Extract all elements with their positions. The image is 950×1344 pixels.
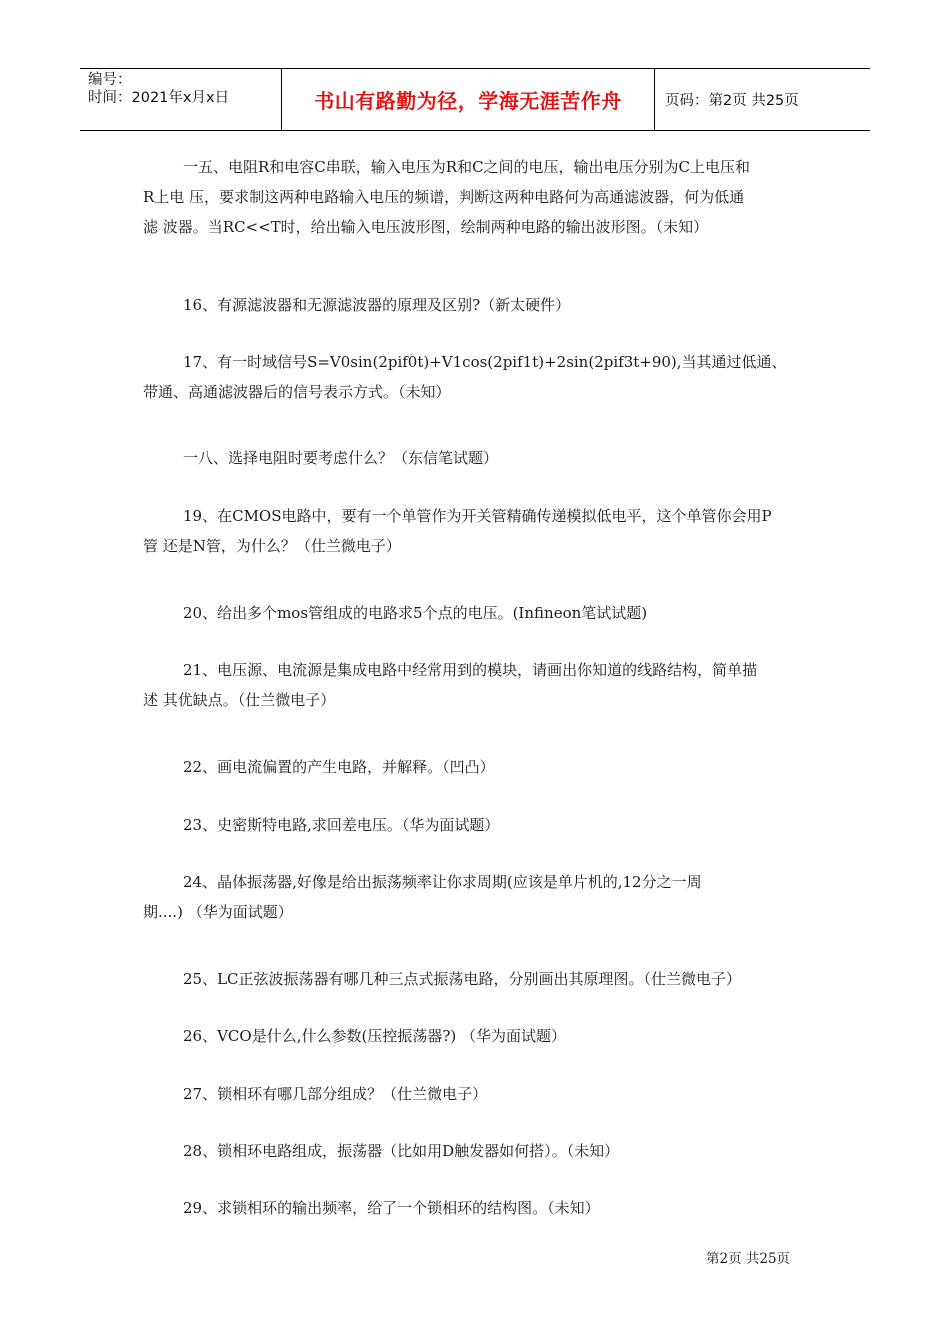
header-page-cell [655,69,870,130]
question-line: 带通、高通滤波器后的信号表示方式。（未知） [143,383,451,401]
question-line: 20、给出多个mos管组成的电路求5个点的电压。(Infineon笔试试题) [183,604,648,622]
document-header [80,68,870,131]
question-line: 26、VCO是什么,什么参数(压控振荡器?) （华为面试题） [183,1027,566,1045]
page-footer: 第2页 共25页 [706,1251,791,1267]
question-line: 滤 波器。当RC<<T时，给出输入电压波形图，绘制两种电路的输出波形图。（未知） [143,218,709,236]
question-25 [143,964,823,994]
question-line: 29、求锁相环的输出频率，给了一个锁相环的结构图。（未知） [183,1199,600,1217]
question-line: 23、史密斯特电路,求回差电压。（华为面试题） [183,816,500,834]
question-27 [143,1079,823,1109]
question-28 [143,1136,823,1166]
question-line: R上电 压，要求制这两种电路输入电压的频谱，判断这两种电路何为高通滤波器，何为低通 [143,188,745,206]
question-line: 一五、电阻R和电容C串联，输入电压为R和C之间的电压，输出电压分别为C上电压和 [183,158,751,176]
question-line: 21、电压源、电流源是集成电路中经常用到的模块，请画出你知道的线路结构，简单描 [183,661,758,679]
question-line: 16、有源滤波器和无源滤波器的原理及区别?（新太硬件） [183,296,571,314]
document-number-label: 编号： [88,72,132,88]
question-line: 19、在CMOS电路中，要有一个单管作为开关管精确传递模拟低电平，这个单管你会用P [183,507,772,525]
question-line: 一八、选择电阻时要考虑什么？（东信笔试题） [183,449,499,467]
document-date-label: 时间：2021年x月x日 [88,90,230,106]
question-line: 管 还是N管，为什么？（仕兰微电子） [143,537,401,555]
question-line: 22、画电流偏置的产生电路，并解释。（凹凸） [183,758,495,776]
question-23 [143,810,823,840]
question-22 [143,752,823,782]
question-26 [143,1021,823,1051]
question-line: 25、LC正弦波振荡器有哪几种三点式振荡电路，分别画出其原理图。（仕兰微电子） [183,970,742,988]
question-18 [143,443,823,473]
question-21 [143,655,823,715]
question-line: 24、晶体振荡器,好像是给出振荡频率让你求周期(应该是单片机的,12分之一周 [183,873,702,891]
question-19 [143,501,823,561]
question-line: 28、锁相环电路组成，振荡器（比如用D触发器如何搭）。（未知） [183,1142,620,1160]
question-15 [143,152,823,242]
question-29 [143,1193,823,1223]
header-motto: 书山有路勤为径，学海无涯苦作舟 [314,89,622,113]
question-17 [143,347,823,407]
header-motto-cell [282,69,655,130]
question-line: 27、锁相环有哪几部分组成？（仕兰微电子） [183,1085,488,1103]
question-line: 17、有一时域信号S=V0sin(2pif0t)+V1cos(2pif1t)+2sin(2pif3t+90),当其通过低通、 [183,353,787,371]
question-16 [143,290,823,320]
question-24 [143,867,823,927]
question-line: 期....) （华为面试题） [143,903,293,921]
question-line: 述 其优缺点。（仕兰微电子） [143,691,336,709]
question-20 [143,598,823,628]
header-meta-cell [80,69,282,130]
header-page-label: 页码：第2页 共25页 [665,93,799,109]
